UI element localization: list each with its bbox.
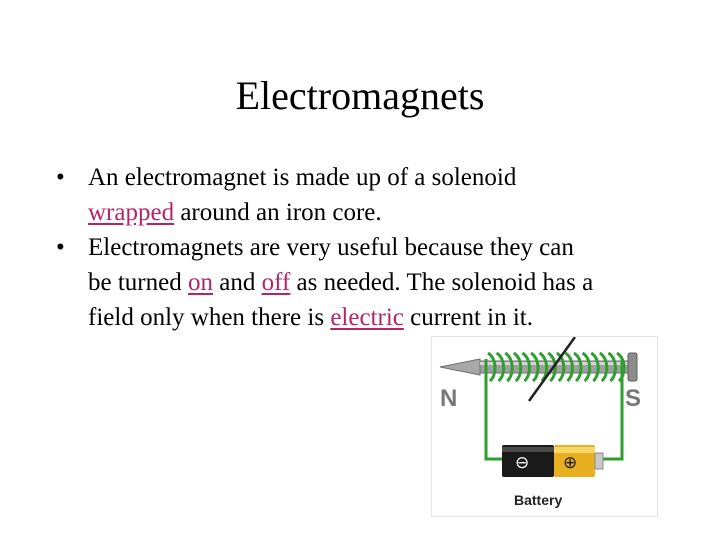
electromagnet-diagram <box>431 336 658 517</box>
bullet-text: Electromagnets are very useful because they can <box>88 234 574 261</box>
bullet-text: and <box>212 269 262 296</box>
negative-terminal-icon: ⊖ <box>515 453 530 473</box>
bullet-line <box>88 265 686 300</box>
bullet-text: around an iron core. <box>174 199 382 226</box>
bullet-item-2 <box>56 230 686 335</box>
battery-label: Battery <box>514 492 563 508</box>
slide-title: Electromagnets <box>235 73 485 118</box>
bullet-text: be turned <box>88 269 188 296</box>
bullet-mark: • <box>56 164 65 191</box>
bullet-text: as needed. The solenoid has a <box>290 269 594 296</box>
bullet-text: current in it. <box>403 304 534 331</box>
bullet-line <box>88 195 686 230</box>
electromagnet-illustration <box>432 337 657 516</box>
bullet-line <box>88 160 686 195</box>
bullet-list <box>56 160 686 335</box>
bullet-mark: • <box>56 234 65 261</box>
link-on[interactable]: on <box>187 269 213 296</box>
south-pole-label: S <box>625 385 642 412</box>
link-electric[interactable]: electric <box>330 304 404 331</box>
bullet-line <box>88 230 686 265</box>
bullet-text: field only when there is <box>88 304 331 331</box>
bullet-line <box>88 300 686 335</box>
bullet-item-1 <box>56 160 686 230</box>
positive-terminal-icon: ⊕ <box>563 453 578 473</box>
link-off[interactable]: off <box>261 269 291 296</box>
battery <box>502 445 603 477</box>
bullet-text: An electromagnet is made up of a solenoid <box>88 164 517 191</box>
link-wrapped[interactable]: wrapped <box>88 199 175 226</box>
north-pole-label: N <box>440 385 458 412</box>
